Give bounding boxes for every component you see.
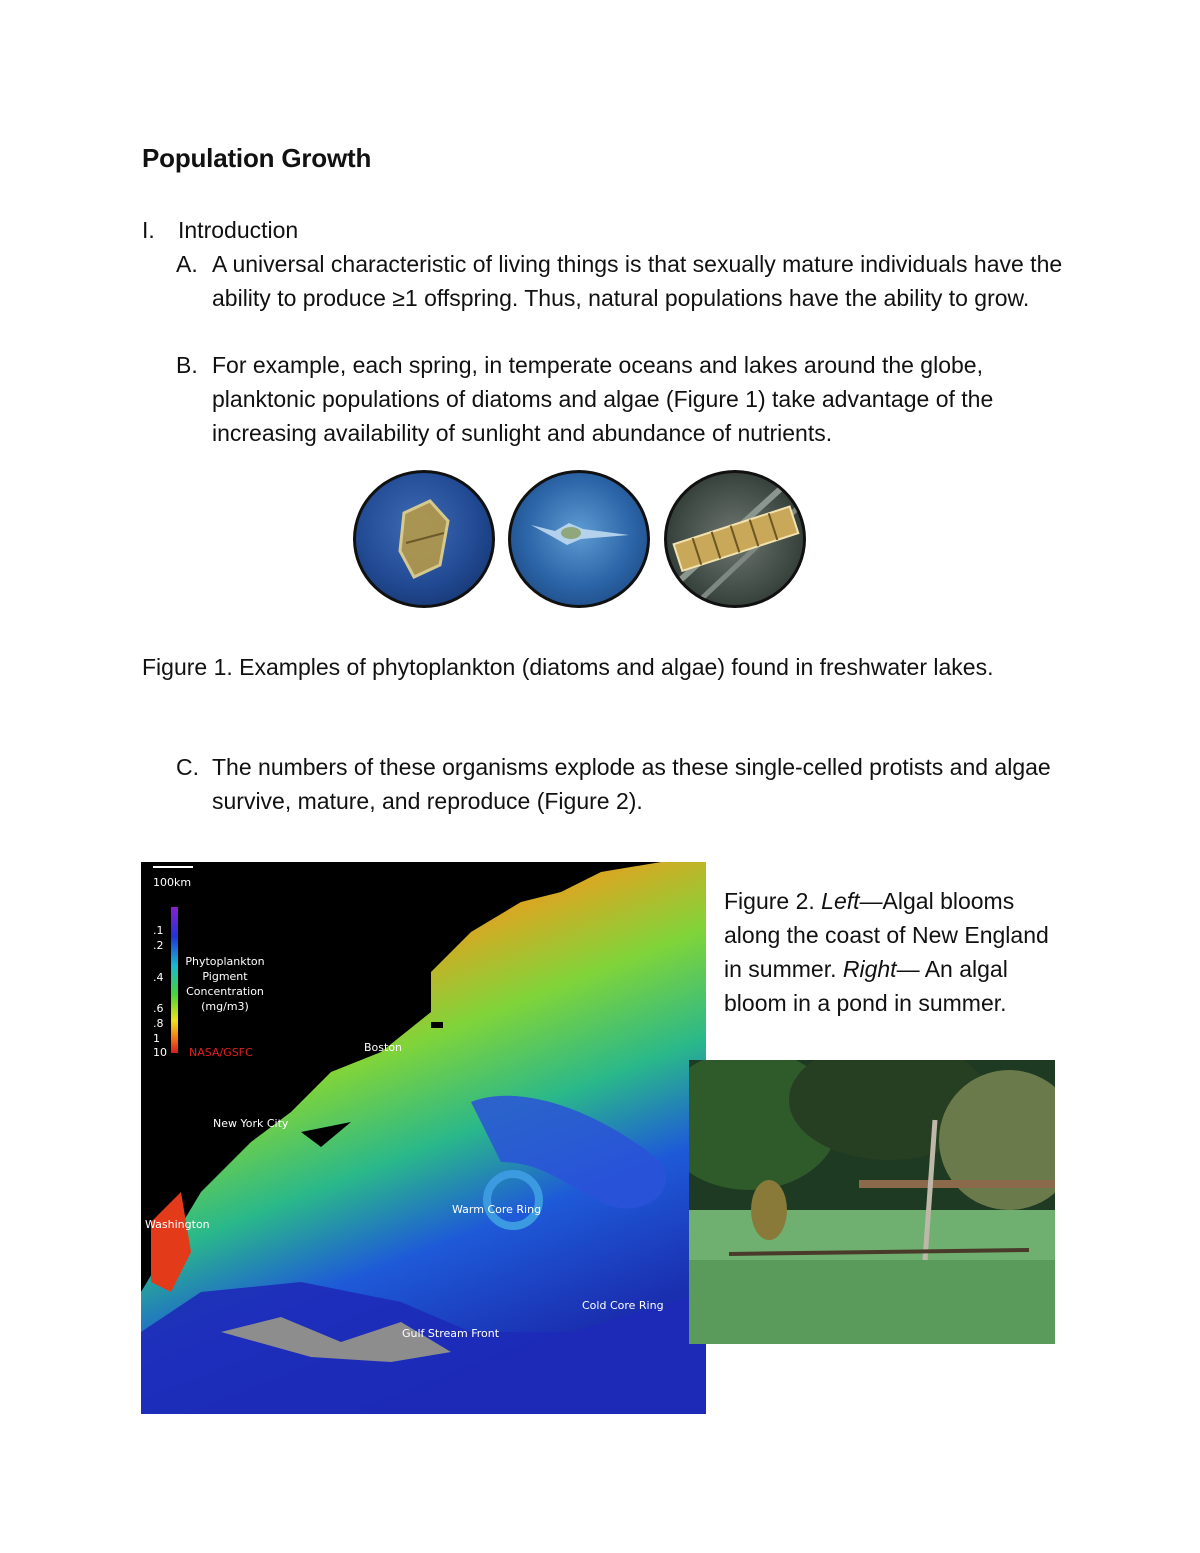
item-c-letter: C. xyxy=(176,754,199,780)
figure-2-right-text: — An algal bloom in a pond in summer. xyxy=(724,956,1008,1016)
algal-bloom-pond-photo xyxy=(689,1060,1055,1344)
item-b-letter: B. xyxy=(176,352,198,378)
diatom-chain-image-3 xyxy=(664,470,806,608)
figure-2-right-word: Right xyxy=(842,956,897,982)
map-label-washington: Washington xyxy=(145,1218,210,1231)
item-a-text: A universal characteristic of living things is that sexually mature individuals have the ability to produce ≥1 offspring. Thus, natural populations have the ability to grow. xyxy=(212,251,1063,311)
legend-tick: .8 xyxy=(153,1017,164,1030)
item-a-letter: A. xyxy=(176,251,198,277)
legend-tick: .1 xyxy=(153,924,164,937)
map-label-cold-core-ring: Cold Core Ring xyxy=(582,1299,664,1312)
item-b-text: For example, each spring, in temperate oceans and lakes around the globe, planktonic populations of diatoms and algae (Figure 1) take advantage of the increasing availability of sunlight and abundance of nutrients. xyxy=(212,352,994,446)
legend-title: Phytoplankton Pigment Concentration (mg/m3) xyxy=(185,955,265,1013)
section-number: I. xyxy=(142,217,155,243)
diatom-image-1 xyxy=(353,470,495,608)
figure-1-caption: Figure 1. Examples of phytoplankton (diatoms and algae) found in freshwater lakes. xyxy=(142,654,994,680)
section-label: Introduction xyxy=(178,217,299,243)
map-scale-label: 100km xyxy=(153,876,192,889)
page-title: Population Growth xyxy=(142,143,372,173)
map-label-new-york-city: New York City xyxy=(213,1117,289,1130)
map-label-warm-core-ring: Warm Core Ring xyxy=(452,1203,542,1216)
figure-2-left-word: Left xyxy=(821,888,860,914)
figure-2-left-text: —Algal blooms along the coast of New England in summer. xyxy=(724,888,1049,982)
map-credit: NASA/GSFC xyxy=(189,1046,253,1059)
figure-2-caption xyxy=(724,884,1054,1020)
map-label-boston: Boston xyxy=(364,1041,403,1054)
legend-tick: .6 xyxy=(153,1002,164,1015)
legend-tick: .2 xyxy=(153,939,164,952)
legend-tick: 1 xyxy=(153,1032,160,1045)
map-label-gulf-stream-front: Gulf Stream Front xyxy=(402,1327,500,1340)
legend-tick: 10 xyxy=(153,1046,167,1059)
figure-2-prefix: Figure 2. xyxy=(724,888,822,914)
item-c-text: The numbers of these organisms explode as these single-celled protists and algae survive, mature, and reproduce (Figure 2). xyxy=(212,754,1051,814)
algal-bloom-satellite-map xyxy=(141,862,706,1414)
algae-image-2 xyxy=(508,470,650,608)
legend-tick: .4 xyxy=(153,971,164,984)
